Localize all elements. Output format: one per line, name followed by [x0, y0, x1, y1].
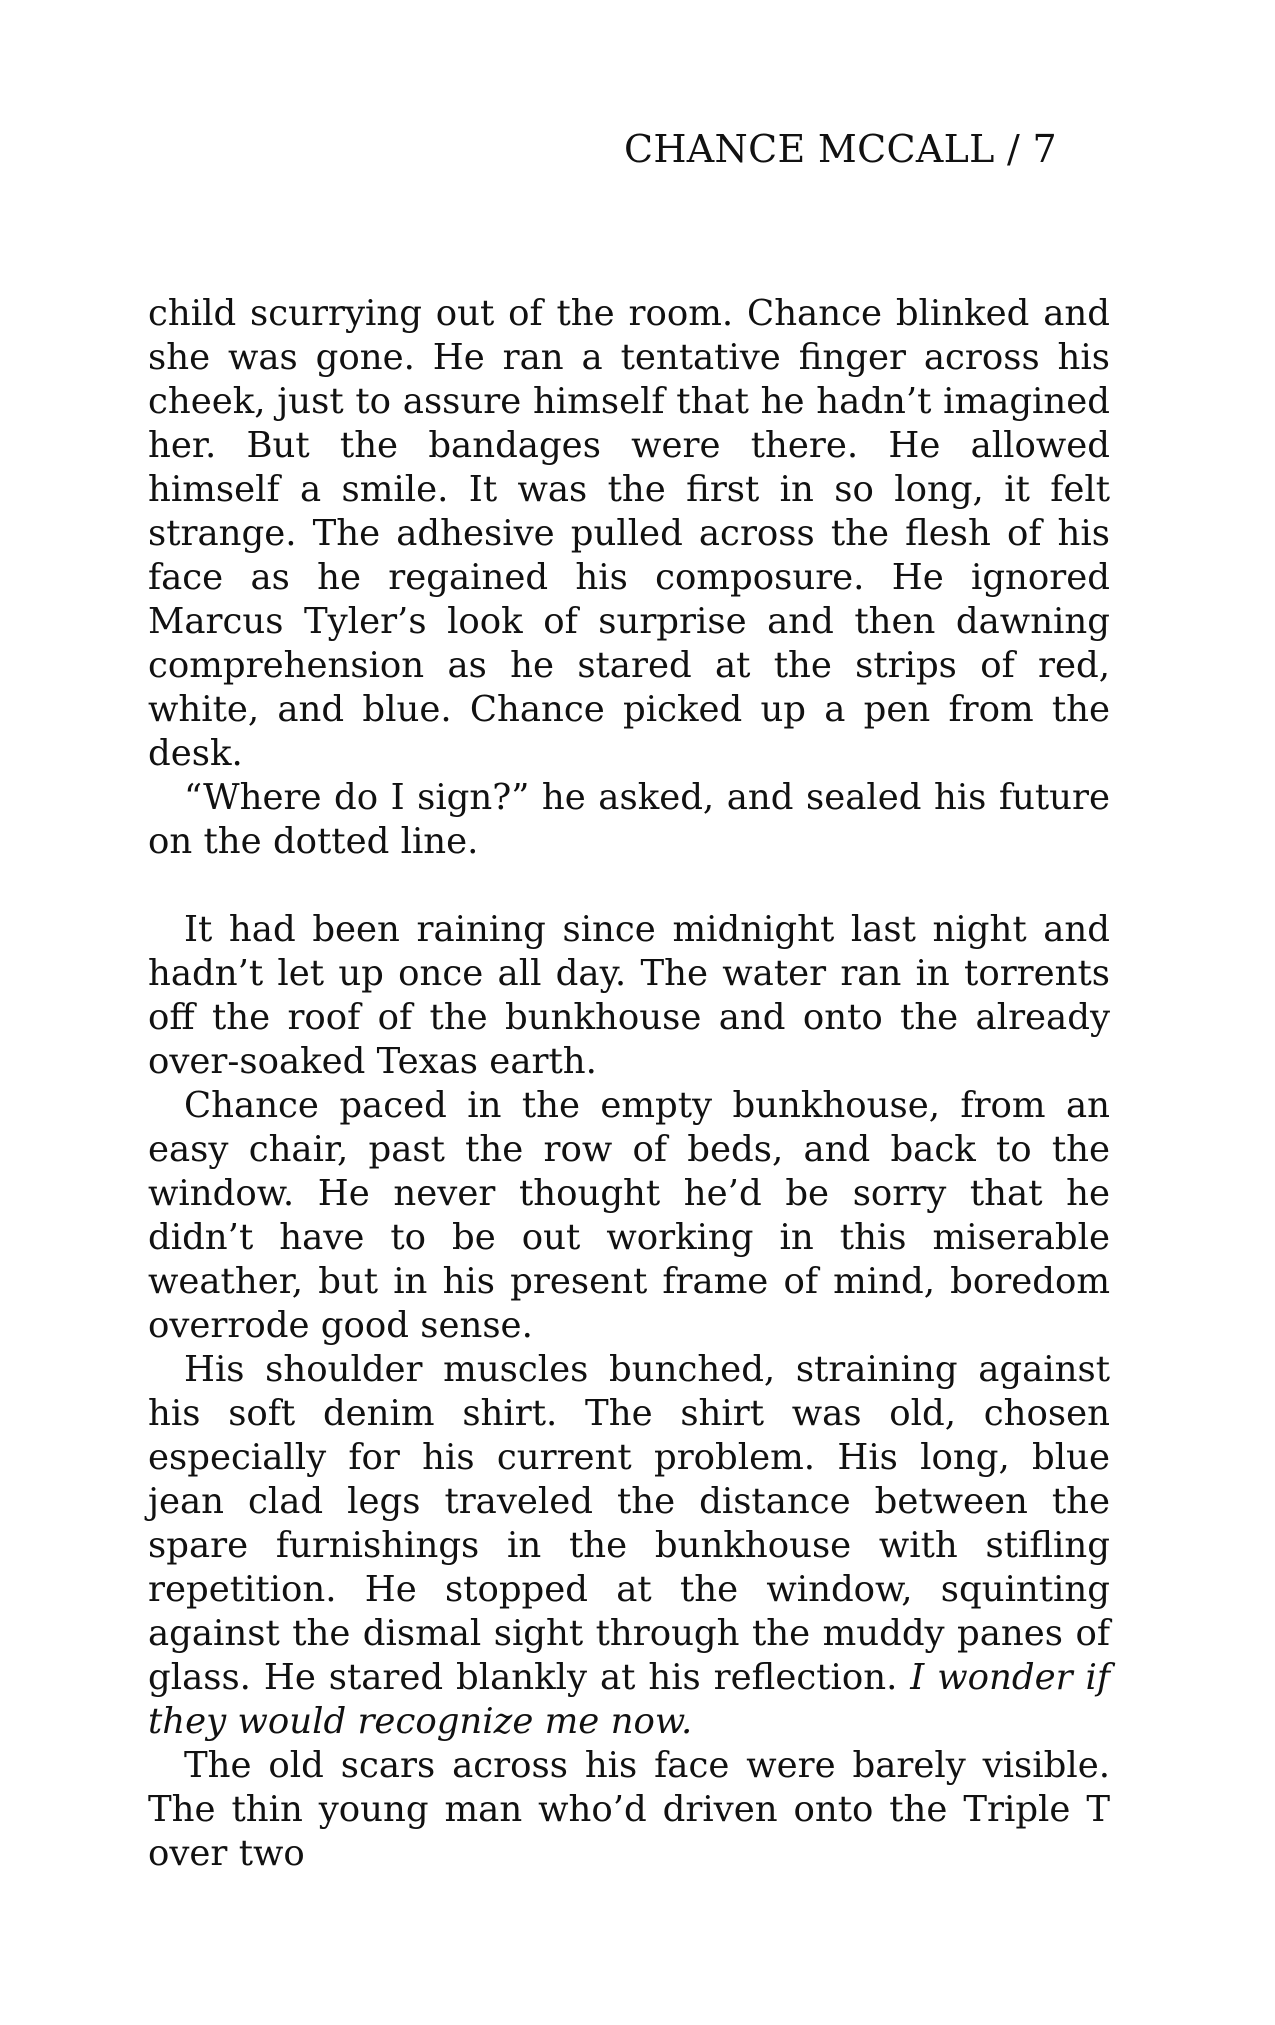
paragraph-5: [148, 1348, 1110, 1744]
paragraph-5-italic: I wonder if they would recognize me now.: [148, 1657, 1110, 1742]
paragraph-6: The old scars across his face were barely visible. The thin young man who’d driven onto the Triple T over two: [148, 1745, 1110, 1874]
running-head: CHANCE MCCALL / 7: [623, 127, 1057, 171]
body-text: [148, 292, 1110, 1876]
paragraph-5-text: His shoulder muscles bunched, straining against his soft denim shirt. The shirt was old, chosen especially for his current problem. His long, blue jean clad legs traveled the distance between the spare furnishings in the bunkhouse with stifling repetition. He stopped at the window, squinting against the dismal sight through the muddy panes of glass. He stared blankly at his reflection.: [148, 1349, 1110, 1698]
paragraph-2: “Where do I sign?” he asked, and sealed his future on the dotted line.: [148, 777, 1110, 862]
paragraph-4: Chance paced in the empty bunkhouse, from an easy chair, past the row of beds, and back to the window. He never thought he’d be sorry that he didn’t have to be out working in this miserable weather, but in his present frame of mind, boredom overrode good sense.: [148, 1085, 1110, 1346]
paragraph-3: It had been raining since midnight last night and hadn’t let up once all day. The water ran in torrents off the roof of the bunkhouse and onto the already over-soaked Texas earth.: [148, 909, 1110, 1082]
paragraph-1: child scurrying out of the room. Chance blinked and she was gone. He ran a tentative finger across his cheek, just to assure himself that he hadn’t imagined her. But the bandages were there. He allowed himself a smile. It was the first in so long, it felt strange. The adhesive pulled across the flesh of his face as he regained his composure. He ignored Marcus Tyler’s look of surprise and then dawning comprehension as he stared at the strips of red, white, and blue. Chance picked up a pen from the desk.: [148, 293, 1110, 774]
